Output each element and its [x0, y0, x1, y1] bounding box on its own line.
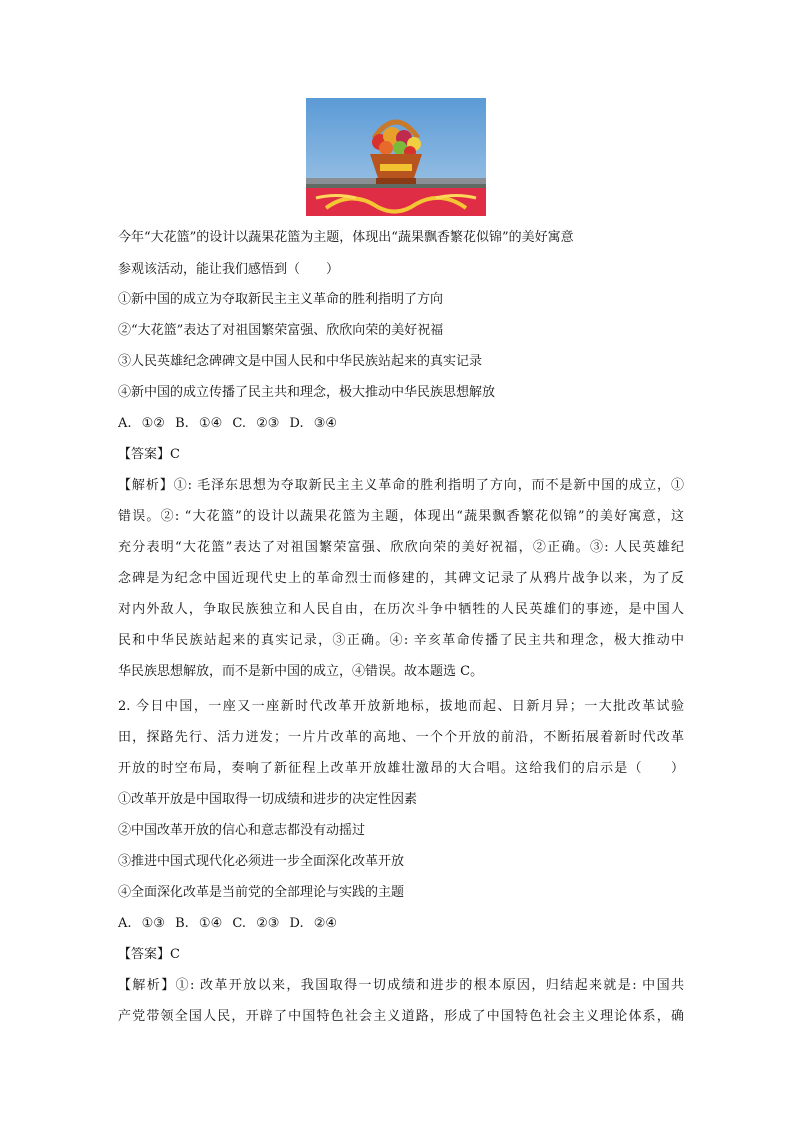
q2-stem-line-1: 2. 今日中国，一座又一座新时代改革开放新地标，拔地而起、日新月异；一大批改革试验 — [118, 699, 684, 714]
q1-item-2: ②“大花篮”表达了对祖国繁荣富强、欣欣向荣的美好祝福 — [118, 323, 444, 338]
q1-analysis-line-4: 念碑是为纪念中国近现代史上的革命烈士而修建的，其碑文记录了从鸦片战争以来，为了反 — [118, 571, 684, 586]
q1-answer: 【答案】C — [118, 447, 180, 462]
q1-item-1: ①新中国的成立为夺取新民主主义革命的胜利指明了方向 — [118, 292, 444, 307]
q1-analysis-line-2: 错误。②: “大花篮”的设计以蔬果花篮为主题，体现出“蔬果飘香繁花似锦”的美好寓意，这 — [118, 509, 684, 524]
q2-item-3: ③推进中国式现代化必须进一步全面深化改革开放 — [118, 854, 405, 869]
q1-choices: A. ①② B. ①④ C. ②③ D. ③④ — [118, 416, 338, 431]
flower-basket-photo — [306, 98, 486, 216]
q2-analysis-line-1: 【解析】①: 改革开放以来，我国取得一切成绩和进步的根本原因，归结起来就是: 中国共 — [118, 978, 684, 993]
q1-intro: 今年“大花篮”的设计以蔬果花篮为主题，体现出“蔬果飘香繁花似锦”的美好寓意 — [118, 230, 574, 245]
q2-item-4: ④全面深化改革是当前党的全部理论与实践的主题 — [118, 885, 405, 900]
q1-analysis-line-1: 【解析】①: 毛泽东思想为夺取新民主主义革命的胜利指明了方向，而不是新中国的成立，① — [118, 478, 684, 493]
q2-item-2: ②中国改革开放的信心和意志都没有动摇过 — [118, 823, 366, 838]
q2-stem-line-3: 开放的时空布局，奏响了新征程上改革开放雄壮激昂的大合唱。这给我们的启示是（ ） — [118, 761, 684, 776]
q1-item-3: ③人民英雄纪念碑碑文是中国人民和中华民族站起来的真实记录 — [118, 354, 483, 369]
flower-basket-photo-icon — [306, 98, 486, 216]
q1-analysis-line-5: 对内外敌人，争取民族独立和人民自由，在历次斗争中牺牲的人民英雄们的事迹，是中国人 — [118, 602, 684, 617]
q1-stem: 参观该活动，能让我们感悟到（ ） — [118, 262, 340, 277]
q2-answer: 【答案】C — [118, 947, 180, 962]
q1-analysis-line-3: 充分表明“大花篮”表达了对祖国繁荣富强、欣欣向荣的美好祝福，②正确。③: 人民英雄纪 — [118, 540, 684, 555]
q1-analysis-line-6: 民和中华民族站起来的真实记录，③正确。④: 辛亥革命传播了民主共和理念，极大推动中 — [118, 633, 684, 648]
q2-analysis-line-2: 产党带领全国人民，开辟了中国特色社会主义道路，形成了中国特色社会主义理论体系，确 — [118, 1009, 684, 1024]
q1-item-4: ④新中国的成立传播了民主共和理念，极大推动中华民族思想解放 — [118, 385, 496, 400]
q2-item-1: ①改革开放是中国取得一切成绩和进步的决定性因素 — [118, 792, 418, 807]
q1-analysis-line-7: 华民族思想解放，而不是新中国的成立，④错误。故本题选 C。 — [118, 664, 484, 679]
q2-choices: A. ①③ B. ①④ C. ②③ D. ②④ — [118, 916, 338, 931]
q2-stem-line-2: 田，探路先行、活力迸发；一片片改革的高地、一个个开放的前沿，不断拓展着新时代改革 — [118, 730, 684, 745]
